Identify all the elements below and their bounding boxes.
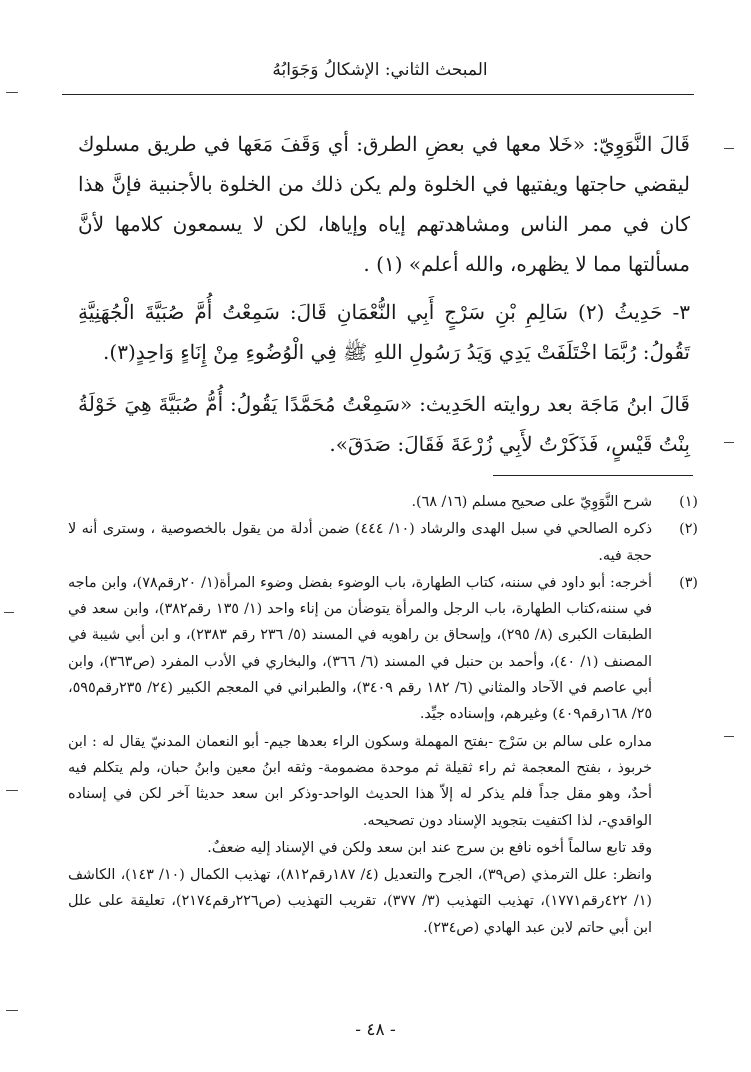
scan-margin-mark	[724, 736, 734, 737]
body-paragraph-2	[78, 292, 690, 372]
footnote-number: (٣)	[679, 574, 698, 591]
footnote-continuation: وقد تابع سالماً أخوه نافع بن سرج عند ابن سعد ولكن في الإسناد إليه ضعفٌ.	[207, 839, 652, 856]
footnote-continuation: مداره على سالم بن سَرْج -بفتح المهملة وسكون الراء بعدها جيم- أبو النعمان المدنيّ يقال له : ابن خربوذ ، بفتح المعجمة ثم راء ثقيلة ثم موحدة مضمومة- وثقه ابنُ معين وابنُ حبان، ولم يتكلم فيه أحدٌ، وهو مقل جداً فلم يذكر له إلاّ هذا الحديث الواحد-وذكر ابن سعد حديثا آخر لكن في إسناده الواقدي-، لذا اكتفيت بتجويد الإسناد دون تصحيحه.	[68, 733, 652, 829]
ibn-majah-quote-text: قَالَ ابنُ مَاجَة بعد روايته الحَدِيث: «سَمِعْتُ مُحَمَّدًا يَقُولُ: أُمُّ صُبَيَّةَ هِيَ خَوْلَةُ بِنْتُ قَيْسٍ، فَذَكَرْتُ لأَبِي زُرْعَةَ فَقَالَ: صَدَقَ».	[78, 392, 690, 456]
body-paragraph-1	[78, 124, 690, 284]
scan-margin-mark	[6, 1010, 18, 1011]
footnote-body	[68, 489, 652, 515]
footnote-text: ذكره الصالحي في سبل الهدى والرشاد (١٠/ ٤٤٤) ضمن أدلة من يقول بالخصوصية ، وسترى أنه لا حجة فيه.	[68, 521, 652, 564]
scan-margin-mark	[4, 612, 14, 613]
page-number: - ٤٨ -	[355, 1020, 396, 1040]
footnote-continuation: وانظر: علل الترمذي (ص٣٩)، الجرح والتعديل (٤/ ١٨٧رقم٨١٢)، تهذيب الكمال (١٠/ ١٤٣)، الكاشف (١/ ٤٢٢رقم١٧٧١)، تهذيب التهذيب (٣/ ٣٧٧)، تقريب التهذيب (ص٢٢٦رقم٢١٧٤)، تعليقة على علل ابن أبي حاتم لابن عبد الهادي (ص٢٣٤).	[68, 867, 652, 936]
footnote-number: (١)	[679, 494, 698, 510]
footnote-text: أخرجه: أبو داود في سننه، كتاب الطهارة، باب الوضوء بفضل وضوء المرأة(١/ ٢٠رقم٧٨)، وابن ماجه في سننه،كتاب الطهارة، باب الرجل والمرأة يتوضأن من إناء واحد (١/ ١٣٥ رقم٣٨٢)، وابن سعد في الطبقات الكبرى (٨/ ٢٩٥)، وإسحاق بن راهويه في المسند (٥/ ٢٣٦ رقم ٢٣٨٣)، و ابن أبي شيبة في المصنف (١/ ٤٠)، وأحمد بن حنبل في المسند (٦/ ٣٦٦)، والبخاري في الأدب المفرد (ص٣٦٣)، وابن أبي عاصم في الآحاد والمثاني (٦/ ١٨٢ رقم ٣٤٠٩)، والطبراني في المعجم الكبير (٢٤/ ٢٣٥رقم٥٩٥، ٢٥/ ١٦٨رقم٤٠٩) وغيرهم، وإسناده جيِّد.	[68, 574, 653, 723]
footnote-item	[68, 570, 698, 941]
footnote-body	[68, 516, 652, 569]
footnotes-section	[68, 489, 698, 942]
footnote-number: (٢)	[679, 521, 698, 538]
footnote-text: شرح النَّوَوِيّ على صحيح مسلم (١٦/ ٦٨).	[411, 494, 652, 510]
scan-margin-mark	[724, 148, 734, 149]
running-title: المبحث الثاني: الإشكالُ وَجَوَابُهُ	[272, 60, 488, 80]
header-rule	[62, 94, 694, 95]
scan-margin-mark	[724, 442, 734, 443]
footnote-separator	[493, 475, 693, 476]
footnote-body	[68, 570, 652, 941]
footnote-item	[68, 489, 698, 515]
hadith-text: ٣- حَدِيثُ (٢) سَالِمِ بْنِ سَرْجٍ أَبِي النُّعْمَانِ قَالَ: سَمِعْتُ أُمَّ صُبَيَّةَ الْجُهَنِيَّةِ تَقُولُ: رُبَّمَا اخْتَلَفَتْ يَدِي وَيَدُ رَسُولِ اللهِ ﷺ فِي الْوُضُوءِ مِنْ إِنَاءٍ وَاحِدٍ(٣).	[78, 300, 691, 364]
scan-margin-mark	[6, 92, 18, 93]
nawawi-quote-text: قَالَ النَّوَوِيّ: «خَلا معها في بعضِ الطرق: أي وَقَفَ مَعَها في طريق مسلوك ليقضي حاجتها ويفتيها في الخلوة ولم يكن ذلك من الخلوة بالأجنبية فإنَّ هذا كان في ممر الناس ومشاهدتهم إياه وإياها، لكن لا يسمعون كلامها لأنَّ مسألتها مما لا يظهره، والله أعلم» (١) .	[78, 132, 690, 276]
body-paragraph-3	[78, 384, 690, 464]
scan-margin-mark	[6, 790, 18, 791]
footnote-item	[68, 516, 698, 569]
